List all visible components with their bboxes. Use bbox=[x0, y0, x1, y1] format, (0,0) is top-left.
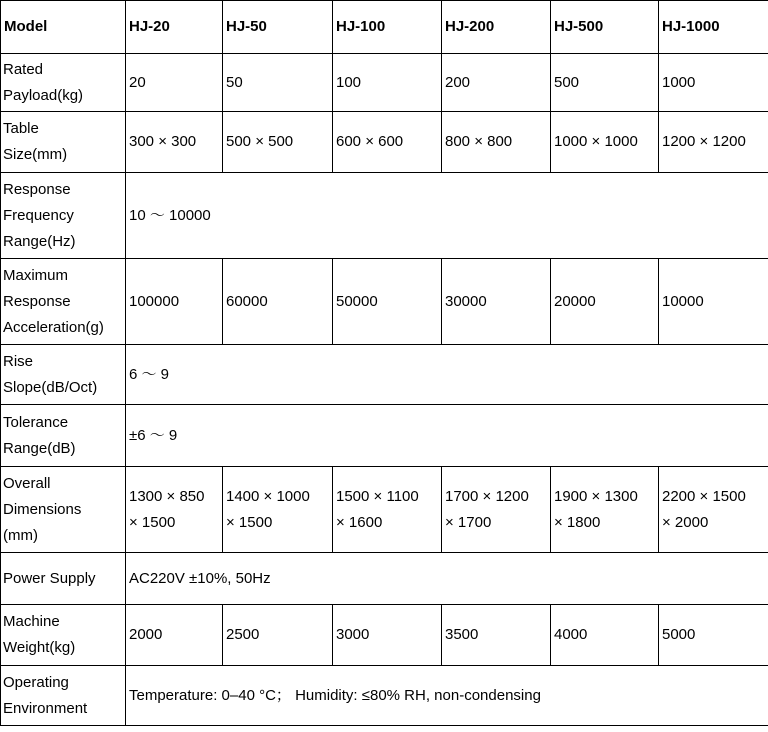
table-cell: 3000 bbox=[333, 605, 442, 666]
table-cell: 500 × 500 bbox=[223, 112, 333, 173]
table-cell-merged: AC220V ±10%, 50Hz bbox=[126, 553, 768, 605]
table-cell: 1300 × 850 × 1500 bbox=[126, 467, 223, 553]
row-label: Machine Weight(kg) bbox=[1, 605, 126, 666]
table-cell-merged: 10 ～ 10000 bbox=[126, 173, 768, 259]
table-cell: 20000 bbox=[551, 259, 659, 345]
table-row bbox=[1, 666, 768, 726]
header-cell-hj-500: HJ-500 bbox=[551, 1, 659, 54]
table-cell-merged: Temperature: 0–40 °C； Humidity: ≤80% RH, non-condensing bbox=[126, 666, 768, 726]
header-cell-model: Model bbox=[1, 1, 126, 54]
header-cell-hj-100: HJ-100 bbox=[333, 1, 442, 54]
table-cell: 4000 bbox=[551, 605, 659, 666]
row-label: Table Size(mm) bbox=[1, 112, 126, 173]
table-row bbox=[1, 345, 768, 405]
table-row bbox=[1, 553, 768, 605]
table-cell-merged: 6 ～ 9 bbox=[126, 345, 768, 405]
table-cell: 1500 × 1100 × 1600 bbox=[333, 467, 442, 553]
table-cell: 30000 bbox=[442, 259, 551, 345]
table-cell: 20 bbox=[126, 54, 223, 112]
header-cell-hj-200: HJ-200 bbox=[442, 1, 551, 54]
table-row bbox=[1, 259, 768, 345]
table-cell: 200 bbox=[442, 54, 551, 112]
row-label: Power Supply bbox=[1, 553, 126, 605]
table-cell: 1700 × 1200 × 1700 bbox=[442, 467, 551, 553]
table-cell: 100000 bbox=[126, 259, 223, 345]
header-cell-hj-50: HJ-50 bbox=[223, 1, 333, 54]
table-cell-merged: ±6 ～ 9 bbox=[126, 405, 768, 467]
table-cell: 2200 × 1500 × 2000 bbox=[659, 467, 768, 553]
row-label: Rise Slope(dB/Oct) bbox=[1, 345, 126, 405]
table-cell: 1400 × 1000 × 1500 bbox=[223, 467, 333, 553]
table-cell: 1000 × 1000 bbox=[551, 112, 659, 173]
row-label: Operating Environment bbox=[1, 666, 126, 726]
header-cell-hj-1000: HJ-1000 bbox=[659, 1, 768, 54]
table-cell: 1200 × 1200 bbox=[659, 112, 768, 173]
table-cell: 10000 bbox=[659, 259, 768, 345]
table-cell: 1000 bbox=[659, 54, 768, 112]
table-cell: 2500 bbox=[223, 605, 333, 666]
table-cell: 3500 bbox=[442, 605, 551, 666]
table-cell: 500 bbox=[551, 54, 659, 112]
table-cell: 1900 × 1300 × 1800 bbox=[551, 467, 659, 553]
row-label: Overall Dimensions (mm) bbox=[1, 467, 126, 553]
table-cell: 50 bbox=[223, 54, 333, 112]
table-header-row bbox=[1, 1, 768, 54]
table-cell: 2000 bbox=[126, 605, 223, 666]
table-cell: 800 × 800 bbox=[442, 112, 551, 173]
row-label: Rated Payload(kg) bbox=[1, 54, 126, 112]
table-row bbox=[1, 405, 768, 467]
row-label: Response Frequency Range(Hz) bbox=[1, 173, 126, 259]
table-row bbox=[1, 467, 768, 553]
table-row bbox=[1, 173, 768, 259]
table-row bbox=[1, 112, 768, 173]
header-cell-hj-20: HJ-20 bbox=[126, 1, 223, 54]
table-cell: 60000 bbox=[223, 259, 333, 345]
table-cell: 600 × 600 bbox=[333, 112, 442, 173]
table-cell: 100 bbox=[333, 54, 442, 112]
row-label: Maximum Response Acceleration(g) bbox=[1, 259, 126, 345]
table-cell: 300 × 300 bbox=[126, 112, 223, 173]
table-cell: 5000 bbox=[659, 605, 768, 666]
table-row bbox=[1, 54, 768, 112]
row-label: Tolerance Range(dB) bbox=[1, 405, 126, 467]
table-row bbox=[1, 605, 768, 666]
table-cell: 50000 bbox=[333, 259, 442, 345]
